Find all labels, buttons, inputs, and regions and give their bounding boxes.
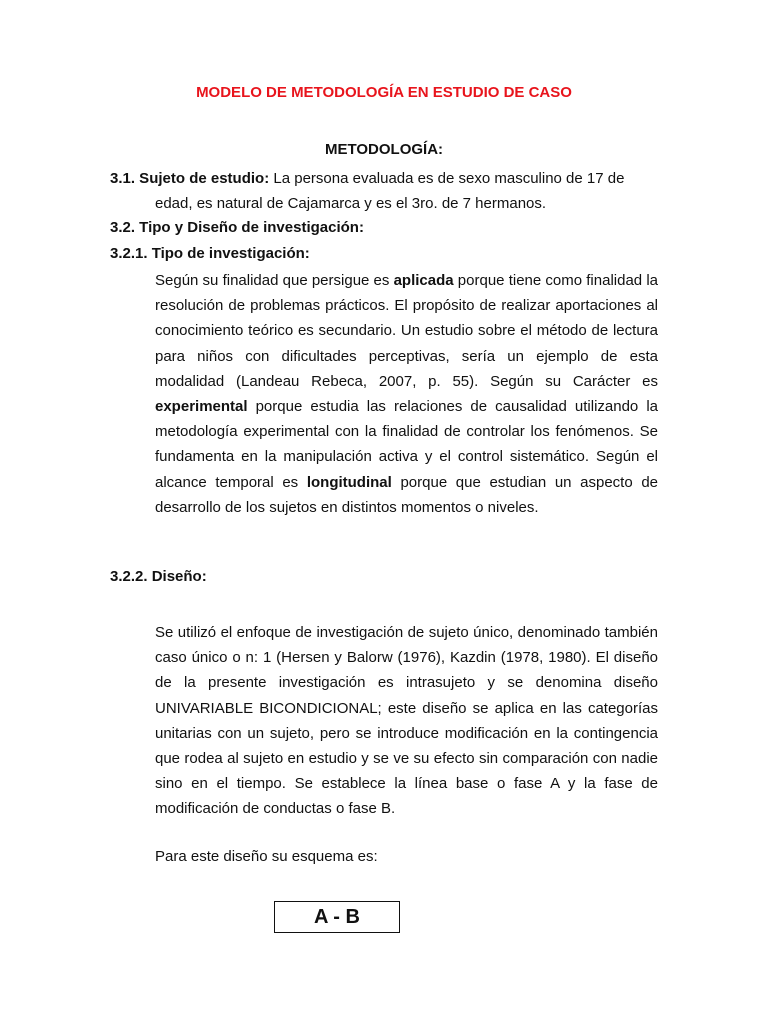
paragraph-tipo-investigacion: [155, 268, 658, 520]
section-3-2-heading: 3.2. Tipo y Diseño de investigación:: [110, 219, 364, 236]
section-3-1: [110, 166, 658, 216]
p1-bold-aplicada: aplicada: [393, 272, 454, 289]
section-3-1-text: La persona evaluada es de sexo masculino de 17 de: [269, 170, 625, 187]
p1-text-3: porque estudia las relaciones de causalidad utilizando la metodología experimental con la finalidad de controlar los fenómenos. Se fundamenta en la manipulación activa y el control sistemático. Según el alcance temporal es: [155, 398, 658, 491]
schema-intro: Para este diseño su esquema es:: [155, 848, 378, 865]
section-3-2-2-heading: 3.2.2. Diseño:: [110, 568, 207, 585]
paragraph-diseno: Se utilizó el enfoque de investigación de sujeto único, denominado también caso único o n: 1 (Hersen y Balorw (1976), Kazdin (1978, 1980). El diseño de la presente investigación es intrasujeto y se denomina diseño UNIVARIABLE BICONDICIONAL; este diseño se aplica en las categorías unitarias con un sujeto, pero se introduce modificación en la contingencia que rodea al sujeto en estudio y se ve su efecto sin comparación con nadie sino en el tiempo. Se establece la línea base o fase A y la fase de modificación de conductas o fase B.: [155, 624, 658, 818]
section-title: METODOLOGÍA:: [324, 141, 444, 158]
p1-text-2: porque tiene como finalidad la resolución de problemas prácticos. El propósito de realizar aportaciones al conocimiento teórico es secundario. Un estudio sobre el método de lectura para niños con dificultades perceptivas, sería un ejemplo de esta modalidad (Landeau Rebeca, 2007, p. 55). Según su Carácter es: [155, 272, 658, 390]
p1-text-1: Según su finalidad que persigue es: [155, 272, 394, 289]
p1-bold-longitudinal: longitudinal: [306, 473, 392, 491]
schema-box: A - B: [274, 901, 400, 933]
section-3-1-text-cont: edad, es natural de Cajamarca y es el 3ro. de 7 hermanos.: [155, 195, 547, 212]
p1-text-4: porque que estudian un aspecto de desarrollo de los sujetos en distintos momentos o niveles.: [155, 473, 659, 516]
document-title: MODELO DE METODOLOGÍA EN ESTUDIO DE CASO: [196, 84, 572, 101]
section-3-2-1-heading: 3.2.1. Tipo de investigación:: [110, 245, 310, 262]
section-3-1-label: 3.1. Sujeto de estudio:: [110, 170, 270, 187]
p1-bold-experimental: experimental: [155, 398, 248, 416]
